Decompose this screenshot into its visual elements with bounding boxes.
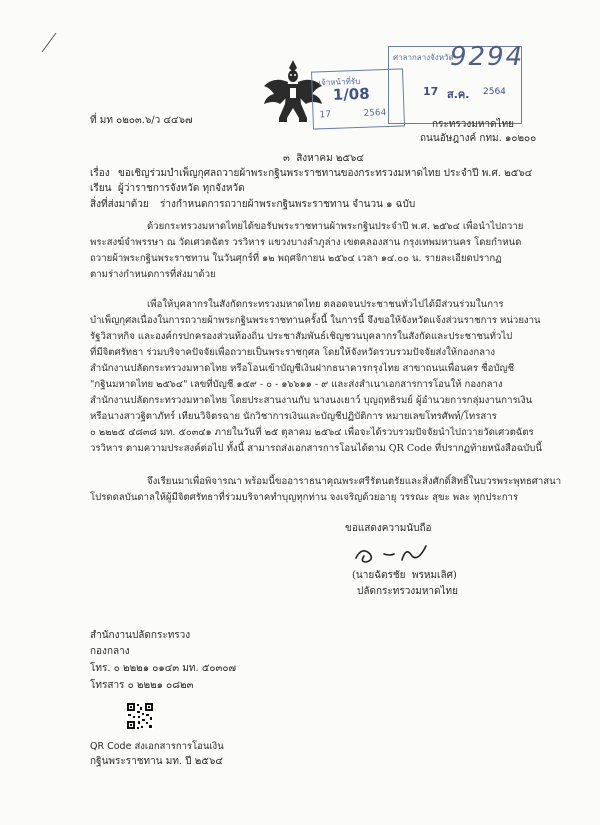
stamp-right-year: 2564 (483, 87, 506, 97)
footer-phone: โทร. ๐ ๒๒๒๑ ๐๑๔๓ มท. ๕๐๓๐๗ (90, 663, 236, 674)
subject-label: เรื่อง (90, 168, 110, 179)
enclosure-text: ร่างกำหนดการถวายผ้าพระกฐินพระราชทาน จำนวน ๑ ฉบับ (160, 199, 416, 210)
paragraph-2-line: "กฐินมหาดไทย ๒๕๖๔" เลขที่บัญชี ๑๕๙ - ๐ - ๑๖๖๑๑ - ๙ และส่งสำเนาเอกสารการโอนให้ กองกลาง (90, 379, 503, 390)
paragraph-2-line: ๐ ๒๒๒๕ ๔๘๓๘ มท. ๕๐๓๔๑ ภายในวันที่ ๒๕ ตุลาคม ๒๕๖๔ เพื่อจะได้รวบรวมปัจจัยนำไปถวายวัดเศวตฉัตร (90, 427, 534, 438)
paragraph-1-line: ด้วยกระทรวงมหาดไทยได้ขอรับพระราชทานผ้าพระกฐินประจำปี พ.ศ. ๒๕๖๔ เพื่อนำไปถวาย (147, 221, 524, 232)
document-date: ๓ สิงหาคม ๒๕๖๔ (283, 153, 364, 164)
stamp-left-line4: 2564 (363, 108, 387, 119)
stamp-left-line1: เจ้าหน้าที่รับ (318, 76, 361, 88)
paragraph-2-line: หรือนางสาวฐิตาภัทร์ เทียนวิจิตรฉาย นักวิชาการเงินและบัญชีปฏิบัติการ หมายเลขโทรศัพท์/โทรสาร (90, 411, 497, 422)
stamp-left-line3: 17 (319, 109, 332, 121)
paragraph-1 (90, 219, 523, 283)
paragraph-1-line: ตามร่างกำหนดการที่ส่งมาด้วย (90, 269, 216, 280)
qr-caption-line1: QR Code ส่งเอกสารการโอนเงิน (90, 741, 224, 752)
document-number: ที่ มท ๐๒๐๓.๖/ว ๔๔๖๗ (90, 115, 193, 126)
subject-text: ขอเชิญร่วมบำเพ็ญกุศลถวายผ้าพระกฐินพระราชทานของกระทรวงมหาดไทย ประจำปี พ.ศ. ๒๕๖๔ (118, 168, 533, 179)
paragraph-2 (90, 297, 542, 457)
paragraph-2-line: ที่มีจิตศรัทธา ร่วมบริจาคปัจจัยเพื่อถวายเป็นพระราชกุศล โดยให้จังหวัดรวบรวมปัจจัยส่งให้กองกลาง (90, 347, 496, 358)
sender-address: ถนนอัษฎางค์ กทม. ๑๐๒๐๐ (420, 133, 537, 144)
footer-office: สำนักงานปลัดกระทรวง (90, 630, 191, 641)
qr-caption-line2: กฐินพระราชทาน มท. ปี ๒๕๖๔ (90, 756, 223, 767)
signature-icon (350, 540, 440, 566)
paragraph-2-line: สำนักงานปลัดกระทรวงมหาดไทย หรือโอนเข้าบัญชีเงินฝากธนาคารกรุงไทย สาขาถนนเพื่อนคร ชื่อบัญชี (90, 363, 515, 374)
to-label: เรียน (90, 183, 112, 194)
paragraph-3 (90, 474, 561, 506)
corner-mark (40, 30, 60, 54)
paragraph-2-line: สำนักงานปลัดกระทรวงมหาดไทย โดยประสานงานกับ นางนงเยาว์ บุญฤทธิรมย์ ผู้อำนวยการกลุ่มงานการเงิน (90, 395, 533, 406)
stamp-left-line2: 1/08 (332, 84, 370, 104)
paragraph-1-line: พระสงฆ์จำพรรษา ณ วัดเศวตฉัตร วรวิหาร แขวงบางลำภูล่าง เขตคลองสาน กรุงเทพมหานคร โดยกำหนด (90, 237, 522, 248)
paragraph-3-line: โปรดดลบันดาลให้ผู้มีจิตศรัทธาที่ร่วมบริจาคทำบุญทุกท่าน จงเจริญด้วยอายุ วรรณะ สุขะ พละ ทุกประการ (90, 492, 519, 503)
stamp-right-day: 17 (423, 85, 439, 98)
stamp-right-month: ส.ค. (447, 88, 470, 101)
paragraph-3-line: จึงเรียนมาเพื่อพิจารณา พร้อมนี้ขออาราธนาคุณพระศรีรัตนตรัยและสิ่งศักดิ์สิทธิ์ในบวรพระพุทธศาสนา (147, 476, 562, 487)
paragraph-2-line: วรวิหาร ตามความประสงค์ต่อไป ทั้งนี้ สามารถส่งเอกสารการโอนได้ตาม QR Code ที่ปรากฏท้ายหนังสือฉบับนี้ (90, 443, 542, 454)
signer-name: (นายฉัตรชัย พรหมเลิศ) (352, 570, 457, 581)
paragraph-1-line: ถวายผ้าพระกฐินพระราชทาน ในวันศุกร์ที่ ๑๒ พฤศจิกายน ๒๕๖๔ เวลา ๑๔.๐๐ น. รายละเอียดปรากฏ (90, 253, 502, 264)
handwritten-number: 9294 (450, 42, 525, 72)
enclosure-label: สิ่งที่ส่งมาด้วย (90, 199, 149, 210)
paragraph-2-line: เพื่อให้บุคลากรในสังกัดกระทรวงมหาดไทย ตลอดจนประชาชนทั่วไปได้มีส่วนร่วมในการ (147, 299, 504, 310)
footer-division: กองกลาง (90, 646, 130, 657)
closing-text: ขอแสดงความนับถือ (345, 523, 432, 534)
qr-code-icon (126, 702, 154, 730)
paragraph-2-line: รัฐวิสาหกิจ และองค์กรปกครองส่วนท้องถิ่น ประชาสัมพันธ์เชิญชวนบุคลากรในสังกัดและประชาชนทั่วไป (90, 331, 513, 342)
to-text: ผู้ว่าราชการจังหวัด ทุกจังหวัด (118, 183, 245, 194)
footer-fax: โทรสาร ๐ ๒๒๒๑ ๐๘๒๓ (90, 680, 194, 691)
stamp-right-line1: ศาลากลางจังหวัด (393, 53, 454, 62)
signer-title: ปลัดกระทรวงมหาดไทย (357, 586, 459, 597)
paragraph-2-line: บำเพ็ญกุศลเนื่องในการถวายผ้าพระกฐินพระราชทานครั้งนี้ ในการนี้ จึงขอให้จังหวัดแจ้งส่วนราชการ หน่วยงาน (90, 315, 541, 326)
sender-ministry: กระทรวงมหาดไทย (432, 119, 515, 130)
